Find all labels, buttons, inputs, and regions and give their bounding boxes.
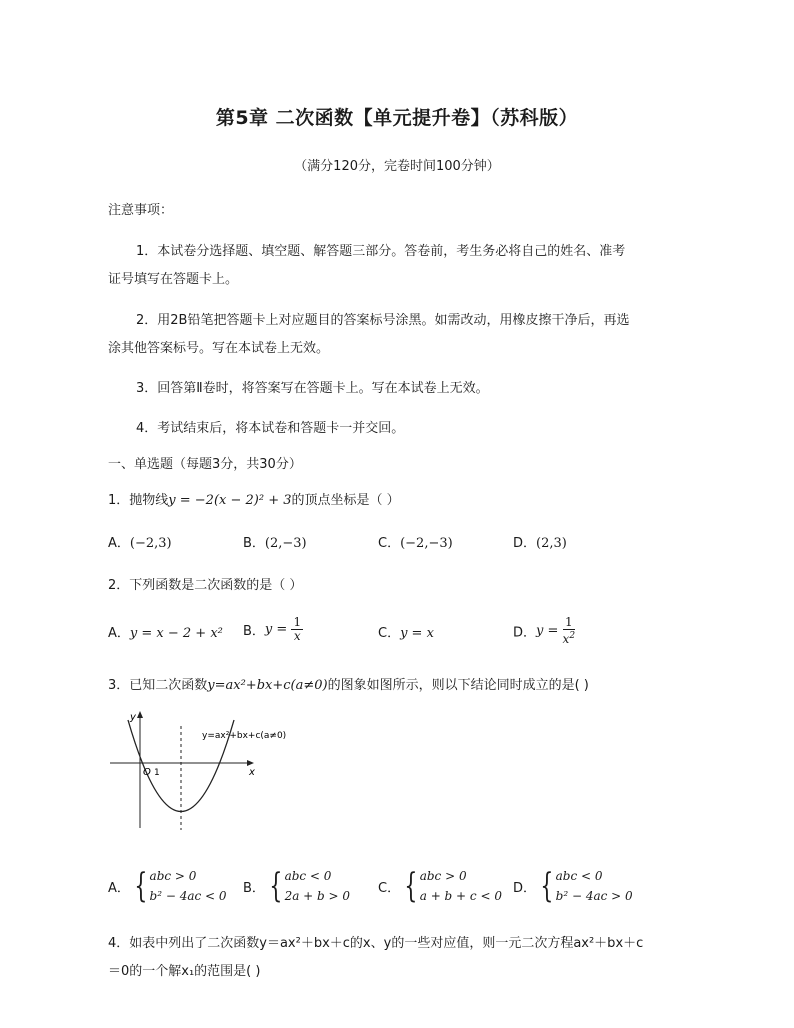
x-axis-arrow	[247, 760, 254, 766]
curve-equation-label: y=ax²+bx+c(a≠0)	[202, 731, 287, 741]
x-axis-label: x	[249, 767, 255, 778]
question-1-prefix: 1．抛物线	[108, 493, 169, 508]
q2-option-a[interactable]: A．y = x − 2 + x²	[108, 626, 223, 641]
question-3-formula: y=ax²+bx+c(a≠0)	[207, 678, 328, 693]
page-title: 第5章 二次函数【单元提升卷】（苏科版）	[215, 107, 579, 129]
q2-option-c[interactable]: C．y = x	[378, 626, 434, 641]
q1-option-c[interactable]: C．(−2,−3)	[378, 536, 453, 551]
question-1-formula: y = −2(x − 2)² + 3	[168, 493, 292, 508]
question-2: 2．下列函数是二次函数的是（ ）	[108, 578, 303, 593]
q1-option-d[interactable]: D．(2,3)	[513, 536, 567, 551]
section-heading: 一、单选题（每题3分，共30分）	[108, 457, 302, 472]
origin-label: O	[143, 767, 151, 778]
notes-heading: 注意事项：	[108, 203, 174, 218]
q3-option-d[interactable]: D． { abc < 0 b² − 4ac > 0	[513, 866, 633, 906]
q3-option-b[interactable]: B． { abc < 0 2a + b > 0	[243, 866, 351, 906]
q3-option-c[interactable]: C． { abc > 0 a + b + c < 0	[378, 866, 502, 906]
question-4-cont: ＝0的一个解x₁的范围是( )	[108, 964, 261, 979]
y-axis-label: y	[130, 712, 136, 723]
question-4: 4．如表中列出了二次函数y＝ax²＋bx＋c的x、y的一些对应值，则一元二次方程ax²＋bx＋c	[108, 936, 644, 951]
tick-one-label: 1	[154, 768, 160, 778]
parabola-graph	[108, 708, 287, 838]
note-item-3: 3．回答第Ⅱ卷时，将答案写在答题卡上。写在本试卷上无效。	[136, 381, 489, 396]
question-3-suffix: 的图象如图所示，则以下结论同时成立的是( )	[327, 678, 589, 693]
question-3-prefix: 3．已知二次函数	[108, 678, 208, 693]
q3-option-a[interactable]: A． { abc > 0 b² − 4ac < 0	[108, 866, 227, 906]
question-1-suffix: 的顶点坐标是（ ）	[291, 493, 400, 508]
page-subtitle: （满分120分，完卷时间100分钟）	[294, 159, 500, 174]
note-item-2-cont: 涂其他答案标号。写在本试卷上无效。	[108, 341, 330, 356]
y-axis-arrow	[137, 711, 143, 718]
note-item-1-cont: 证号填写在答题卡上。	[108, 272, 239, 287]
question-3	[108, 674, 589, 693]
note-item-2: 2．用2B铅笔把答题卡上对应题目的答案标号涂黑。如需改动，用橡皮擦干净后，再选	[136, 313, 630, 328]
note-item-4: 4．考试结束后，将本试卷和答题卡一并交回。	[136, 421, 405, 436]
q1-option-a[interactable]: A．(−2,3)	[108, 536, 172, 551]
q2-option-d[interactable]: D．y = $\frac{1}{x^2}$	[513, 615, 576, 646]
note-item-1: 1．本试卷分选择题、填空题、解答题三部分。答卷前，考生务必将自己的姓名、准考	[136, 244, 626, 259]
question-1	[108, 489, 400, 508]
q2-option-b[interactable]: B．y = $\frac{1}{x}$	[243, 615, 302, 643]
q1-option-b[interactable]: B．(2,−3)	[243, 536, 307, 551]
